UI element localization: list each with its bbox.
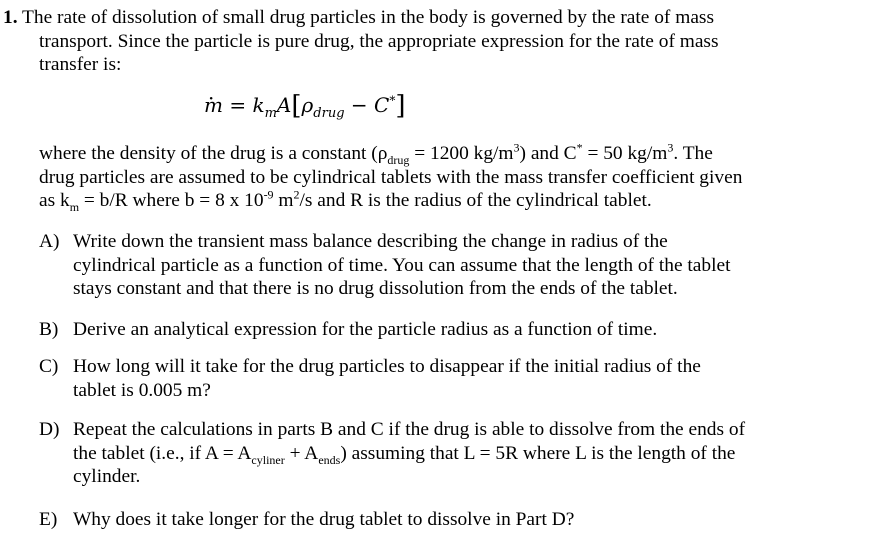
where-sup: * xyxy=(576,140,583,155)
part-a-line: stays constant and that there is no drug dissolution from the ends of the tablet. xyxy=(73,278,678,300)
part-d-label: D) xyxy=(39,419,60,440)
part-b-label: B) xyxy=(39,319,59,340)
where-sub: drug xyxy=(387,152,410,167)
eq-k: k xyxy=(252,93,265,117)
part-c-label: C) xyxy=(39,356,59,377)
part-d xyxy=(39,418,745,489)
where-sup: 3 xyxy=(513,140,520,155)
where-text: where the density of the drug is a constant (ρ xyxy=(39,143,388,164)
part-d-line-2 xyxy=(39,442,745,466)
eq-C-sup: * xyxy=(389,93,396,108)
eq-equals: = xyxy=(222,93,253,117)
eq-open-bracket: [ xyxy=(291,91,302,121)
part-e xyxy=(39,508,574,532)
part-c-line: How long will it take for the drug particles to disappear if the initial radius of the xyxy=(73,356,701,377)
intro-line-3: transfer is: xyxy=(39,54,122,76)
eq-mdot: · m xyxy=(204,93,223,117)
part-c xyxy=(39,355,701,402)
where-text: m xyxy=(273,190,294,212)
where-sup: -9 xyxy=(263,187,274,202)
part-d-sub: ends xyxy=(318,452,341,467)
part-c-line: tablet is 0.005 m? xyxy=(73,379,211,401)
part-d-text: + A xyxy=(284,442,319,464)
eq-A: A xyxy=(276,93,292,117)
problem-number: 1. xyxy=(3,7,18,28)
problem-intro xyxy=(3,6,719,77)
where-text: . The xyxy=(673,143,713,164)
where-sub: m xyxy=(69,200,80,215)
part-d-text: ) assuming that L = 5R where L is the length of the xyxy=(340,442,736,464)
where-text: = b/R where b = 8 x 10 xyxy=(79,190,264,212)
where-text: = 1200 kg/m xyxy=(409,143,514,164)
where-text: ) and C xyxy=(519,143,577,164)
part-e-line: Why does it take longer for the drug tablet to dissolve in Part D? xyxy=(73,509,575,530)
where-sup: 3 xyxy=(667,140,674,155)
where-text: as k xyxy=(39,190,70,212)
eq-minus: − xyxy=(344,93,374,117)
intro-line-1: The rate of dissolution of small drug particles in the body is governed by the rate of mass xyxy=(17,7,715,28)
mass-transfer-equation xyxy=(204,88,405,131)
part-b xyxy=(39,318,657,342)
eq-close-bracket: ] xyxy=(395,91,406,121)
where-sup: 2 xyxy=(293,187,300,202)
where-paragraph xyxy=(39,142,742,213)
intro-line-2: transport. Since the particle is pure drug, the appropriate expression for the rate of mass xyxy=(39,30,719,52)
part-e-label: E) xyxy=(39,509,58,530)
eq-k-sub: m xyxy=(264,106,277,121)
part-a-label: A) xyxy=(39,231,60,252)
eq-rho-sub: drug xyxy=(313,106,345,121)
part-d-text: the tablet (i.e., if A = A xyxy=(73,442,252,464)
part-b-line: Derive an analytical expression for the particle radius as a function of time. xyxy=(73,319,658,340)
part-d-sub: cyliner xyxy=(251,452,285,467)
part-d-line: Repeat the calculations in parts B and C if the drug is able to dissolve from the ends of xyxy=(73,419,746,440)
part-a-line: cylindrical particle as a function of time. You can assume that the length of the tablet xyxy=(73,254,731,276)
part-a-line: Write down the transient mass balance describing the change in radius of the xyxy=(73,231,668,252)
where-text: /s and R is the radius of the cylindrical tablet. xyxy=(299,190,652,212)
where-line-2: drug particles are assumed to be cylindrical tablets with the mass transfer coefficient given xyxy=(39,166,743,188)
part-a xyxy=(39,230,730,301)
where-text: = 50 kg/m xyxy=(582,143,668,164)
eq-C: C xyxy=(374,93,390,117)
part-d-line: cylinder. xyxy=(73,466,141,488)
eq-rho: ρ xyxy=(301,93,314,117)
